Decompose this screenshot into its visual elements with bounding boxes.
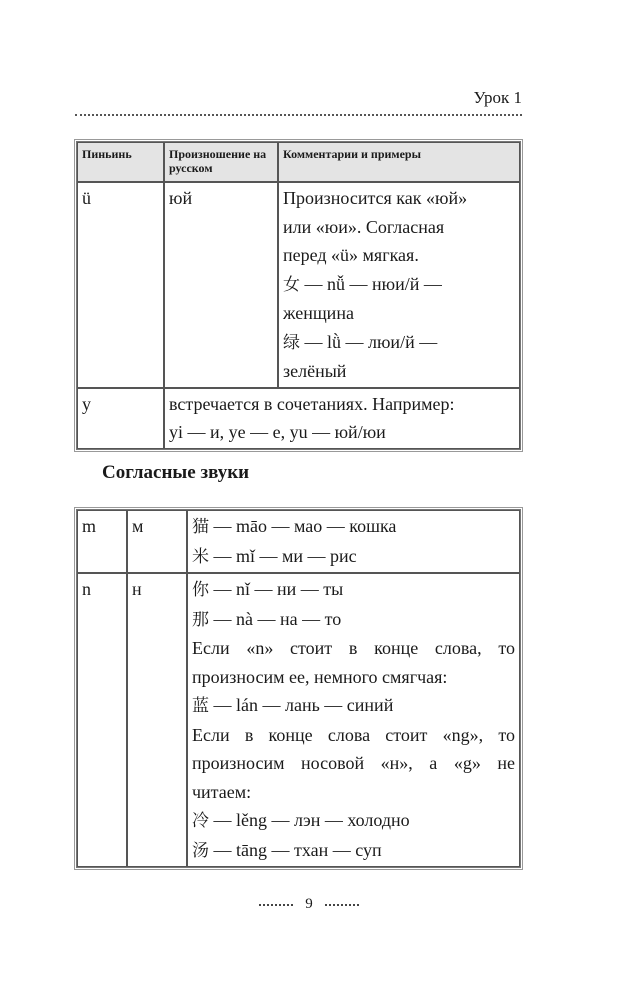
hanzi: 你 [192,580,209,600]
comment-line: yi — и, ye — е, yu — юй/юи [169,422,386,442]
header-dotted-rule [75,114,522,116]
comment-line: перед «ü» мягкая. [283,245,419,265]
hanzi: 那 [192,609,209,630]
running-head: Урок 1 [473,88,522,107]
hanzi: 绿 [283,332,300,353]
rule-line: произносим носовой «н», а «g» не [192,753,515,773]
example-text: — lǜ — люи/й — [304,331,438,352]
column-header-comments: Комментарии и примеры [278,142,520,182]
comment-line: встречается в сочетаниях. Например: [169,393,455,414]
example-line [283,270,515,300]
example-text: — tāng — тхан — суп [209,839,382,860]
russian-cell: н [127,573,187,867]
rule-line: произносим ее, немного смягчая: [192,666,448,687]
russian-cell: юй [164,182,278,388]
hanzi: 猫 [192,517,209,537]
example-line [283,328,515,358]
example-text: — mǐ — ми — рис [209,545,357,566]
comment-line: зелёный [283,361,347,381]
example-line [192,542,515,572]
rule-line: Если в конце слова стоит «ng», то [192,724,515,745]
example-text: — nǐ — ни — ты [209,579,344,599]
footer-dots-left [259,904,293,906]
hanzi: 蓝 [192,696,209,716]
merged-comment-cell [164,388,520,449]
rule-line: читаем: [192,781,252,802]
example-line [192,691,515,721]
page-number: 9 [305,896,313,912]
comment-cell [278,182,520,388]
table-row [77,573,520,867]
table-row [77,510,520,573]
hanzi: 汤 [192,840,209,861]
example-line [192,836,515,866]
column-header-pinyin: Пиньинь [77,142,164,182]
hanzi: 米 [192,546,209,567]
example-text: — nǚ — нюи/й — [304,273,442,294]
consonants-table [76,509,521,868]
pinyin-cell: m [77,510,127,573]
hanzi: 冷 [192,811,209,831]
hanzi: 女 [283,274,300,295]
example-line [192,605,515,635]
russian-cell: м [127,510,187,573]
example-text: — lán — лань — синий [209,695,394,715]
example-text: — māo — мао — кошка [209,516,397,536]
pinyin-cell: y [77,388,164,449]
table-row [77,388,520,449]
comment-line: Произносится как «юй» [283,188,468,208]
comment-line: или «юи». Согласная [283,216,445,237]
table-row [77,182,520,388]
comment-line: женщина [283,303,354,323]
example-line [192,806,515,836]
column-header-russian: Произношение на русском [164,142,278,182]
pinyin-cell: ü [77,182,164,388]
examples-cell [187,573,520,867]
examples-cell [187,510,520,573]
rule-line: Если «n» стоит в конце слова, то [192,638,515,658]
section-title: Согласные звуки [102,462,250,483]
pinyin-cell: n [77,573,127,867]
footer-dots-right [325,904,359,906]
page-footer [0,896,618,913]
example-line [192,512,515,542]
vowels-table [76,141,521,450]
example-text: — nà — на — то [209,608,342,629]
example-line [192,575,515,605]
table-header-row [77,142,520,182]
example-text: — lěng — лэн — холодно [209,810,410,830]
